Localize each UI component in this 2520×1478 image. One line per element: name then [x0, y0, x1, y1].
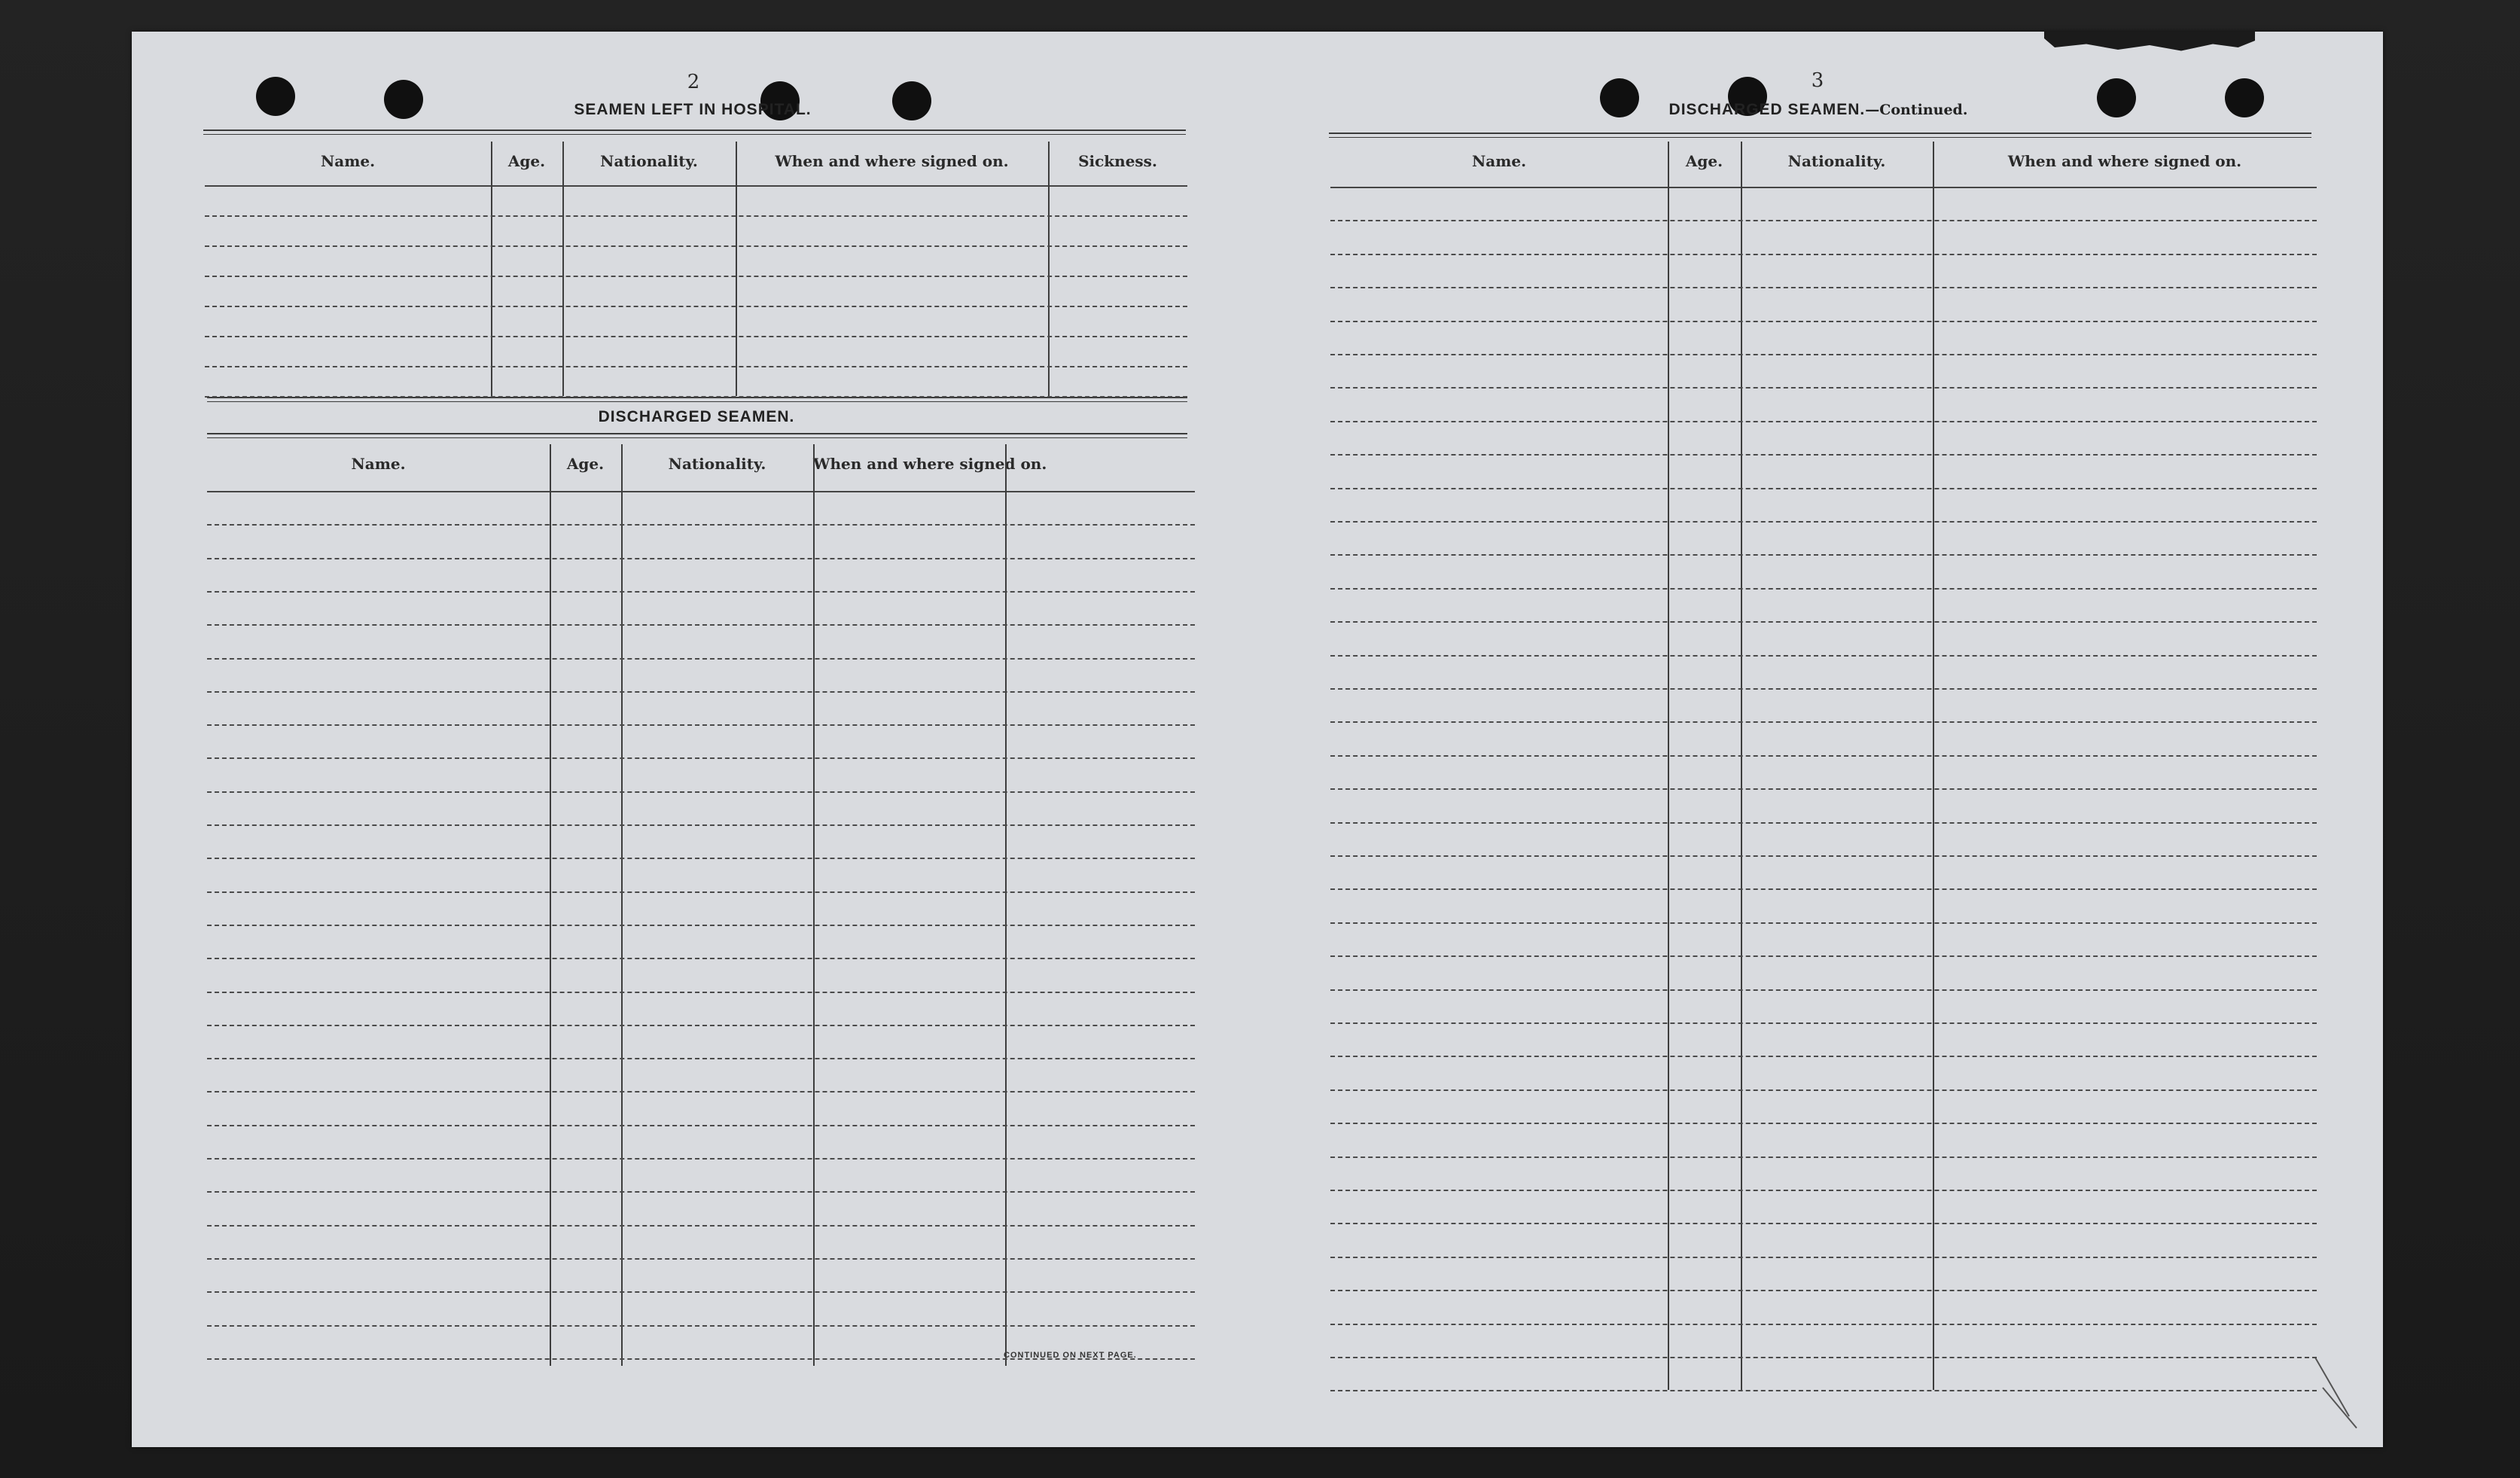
- table-row: [207, 925, 1195, 926]
- column-header: Nationality.: [668, 455, 766, 473]
- table-row: [207, 757, 1195, 759]
- column-header: Age.: [1685, 152, 1723, 170]
- table-row: [1330, 1357, 2317, 1358]
- table-row: [1330, 955, 2317, 957]
- column-divider: [736, 142, 737, 396]
- table-row: [207, 824, 1195, 826]
- discharged-section-title: DISCHARGED SEAMEN.: [598, 408, 795, 425]
- table-row: [207, 791, 1195, 793]
- table-row: [1330, 521, 2317, 523]
- table-row: [207, 724, 1195, 726]
- left-page-heading: SEAMEN LEFT IN HOSPITAL.: [574, 101, 812, 118]
- punch-hole: [256, 77, 295, 116]
- table-row: [207, 1191, 1195, 1193]
- column-header: Name.: [1471, 152, 1527, 170]
- corner-scratch: [2322, 1387, 2357, 1428]
- column-header: Name.: [320, 152, 376, 170]
- table-row: [1330, 855, 2317, 857]
- table-row: [1330, 421, 2317, 422]
- header-rule: [1330, 187, 2317, 188]
- table-row: [1330, 655, 2317, 657]
- table-row: [1330, 588, 2317, 590]
- punch-hole: [2225, 78, 2264, 117]
- table-row: [1330, 1324, 2317, 1325]
- table-row: [207, 992, 1195, 993]
- column-divider: [562, 142, 564, 396]
- table-row: [207, 1291, 1195, 1293]
- table-row: [207, 558, 1195, 559]
- table-row: [207, 624, 1195, 626]
- table-row: [207, 658, 1195, 660]
- table-row: [1330, 287, 2317, 288]
- column-divider: [550, 444, 551, 1366]
- column-header: When and where signed on.: [2007, 152, 2242, 170]
- right-heading-continued: —Continued.: [1865, 102, 1968, 118]
- left-page-number: 2: [687, 71, 700, 93]
- table-row: [1330, 354, 2317, 355]
- left-top-rule: [203, 130, 1186, 135]
- table-row: [1330, 1257, 2317, 1258]
- table-row: [207, 958, 1195, 959]
- table-row: [1330, 721, 2317, 723]
- table-row: [1330, 488, 2317, 489]
- corner-scratch: [2314, 1358, 2350, 1417]
- table-row: [205, 276, 1187, 277]
- table-row: [1330, 220, 2317, 221]
- table-row: [205, 336, 1187, 337]
- column-divider: [1741, 142, 1742, 1390]
- table-row: [1330, 1156, 2317, 1158]
- table-row: [205, 215, 1187, 217]
- table-row: [207, 1325, 1195, 1327]
- table-row: [1330, 1223, 2317, 1224]
- table-row: [205, 306, 1187, 307]
- table-row: [1330, 554, 2317, 556]
- column-header: When and where signed on.: [775, 152, 1009, 170]
- table-row: [1330, 387, 2317, 389]
- discharged-top-rule: [207, 433, 1187, 438]
- table-row: [1330, 1290, 2317, 1291]
- table-row: [207, 524, 1195, 526]
- right-page-heading: [1630, 101, 2007, 119]
- table-row: [207, 1358, 1195, 1360]
- column-divider: [1048, 142, 1050, 396]
- torn-edge: [2044, 32, 2255, 54]
- table-row: [1330, 989, 2317, 991]
- right-heading-main: DISCHARGED SEAMEN.: [1668, 101, 1866, 118]
- column-divider: [621, 444, 623, 1366]
- table-row: [207, 1025, 1195, 1026]
- column-header: Age.: [507, 152, 546, 170]
- table-row: [207, 1258, 1195, 1260]
- header-rule: [207, 491, 1195, 492]
- table-row: [1330, 1390, 2317, 1391]
- column-header: Nationality.: [1787, 152, 1886, 170]
- table-row: [1330, 755, 2317, 757]
- table-row: [1330, 321, 2317, 322]
- table-row: [207, 1091, 1195, 1093]
- table-row: [1330, 1089, 2317, 1091]
- table-row: [1330, 1022, 2317, 1024]
- table-row: [1330, 688, 2317, 690]
- table-row: [1330, 888, 2317, 890]
- table-row: [205, 245, 1187, 247]
- table-row: [207, 691, 1195, 693]
- table-row: [1330, 922, 2317, 924]
- column-header: When and where signed on.: [813, 455, 1047, 473]
- column-header: Age.: [566, 455, 605, 473]
- ledger-sheet: [132, 32, 2383, 1447]
- table-row: [205, 396, 1187, 398]
- table-row: [207, 591, 1195, 593]
- column-divider: [1005, 444, 1007, 1366]
- right-page-number: 3: [1811, 69, 1824, 92]
- punch-hole: [2097, 78, 2136, 117]
- table-row: [207, 1225, 1195, 1227]
- column-divider: [491, 142, 492, 396]
- table-row: [1330, 254, 2317, 255]
- column-header: Nationality.: [600, 152, 698, 170]
- table-row: [1330, 1123, 2317, 1124]
- table-row: [1330, 454, 2317, 456]
- table-row: [207, 1125, 1195, 1126]
- header-rule: [205, 185, 1187, 187]
- column-divider: [813, 444, 815, 1366]
- table-row: [207, 891, 1195, 893]
- hospital-bottom-rule: [207, 397, 1187, 402]
- table-row: [1330, 822, 2317, 824]
- column-divider: [1933, 142, 1934, 1390]
- continued-note: CONTINUED ON NEXT PAGE.: [1004, 1351, 1137, 1360]
- table-row: [1330, 621, 2317, 623]
- table-row: [1330, 1190, 2317, 1191]
- table-row: [1330, 1056, 2317, 1057]
- table-row: [207, 858, 1195, 859]
- table-row: [205, 366, 1187, 367]
- table-row: [207, 1158, 1195, 1160]
- column-header: Name.: [351, 455, 406, 473]
- table-row: [1330, 788, 2317, 790]
- right-top-rule: [1329, 133, 2311, 138]
- table-row: [207, 1058, 1195, 1059]
- column-divider: [1668, 142, 1669, 1390]
- punch-hole: [384, 80, 423, 119]
- column-header: Sickness.: [1078, 152, 1157, 170]
